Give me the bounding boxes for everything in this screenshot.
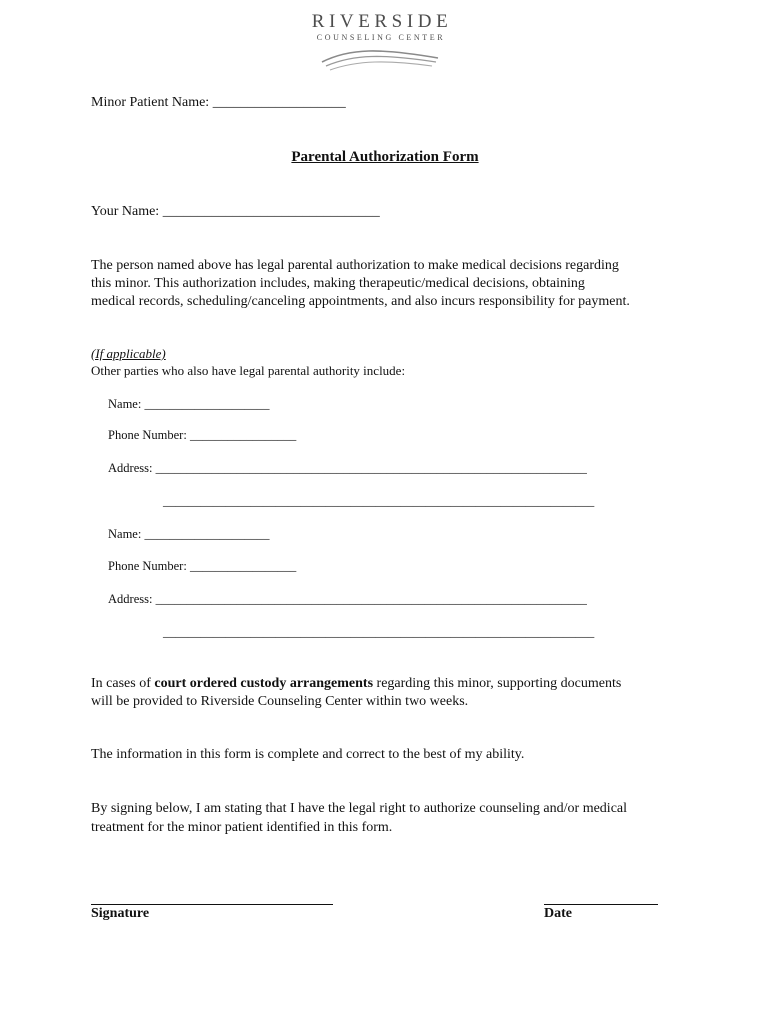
if-applicable-note: (If applicable) bbox=[91, 346, 166, 361]
party-name-label: Name: bbox=[108, 397, 145, 411]
riverside-logo bbox=[280, 12, 480, 64]
your-name-field[interactable] bbox=[91, 203, 380, 221]
custody-bold: court ordered custody arrangements bbox=[154, 676, 374, 691]
signing-line-1: By signing below, I am stating that I have the legal right to authorize counseling and/or medical bbox=[91, 801, 628, 816]
party-2-address-field[interactable] bbox=[108, 591, 587, 607]
custody-line-1 bbox=[91, 675, 621, 693]
party-name-blank[interactable]: ____________________ bbox=[144, 527, 270, 541]
logo-sub-text: COUNSELING CENTER bbox=[316, 33, 446, 42]
party-phone-blank[interactable]: _________________ bbox=[189, 428, 297, 442]
signing-line-2: treatment for the minor patient identified in this form. bbox=[91, 820, 393, 835]
custody-line-2: will be provided to Riverside Counseling Center within two weeks. bbox=[91, 694, 469, 709]
party-phone-blank[interactable]: _________________ bbox=[189, 559, 297, 573]
date-label: Date bbox=[544, 906, 572, 921]
logo-wave-icon bbox=[320, 44, 440, 74]
party-2-name-field[interactable] bbox=[108, 526, 269, 542]
party-address-label: Address: bbox=[108, 592, 156, 606]
signature-label: Signature bbox=[91, 906, 150, 921]
party-2-address-line-2[interactable]: _____________________________________________________________________ bbox=[163, 625, 595, 639]
party-1-address-field[interactable] bbox=[108, 460, 587, 476]
your-name-blank[interactable]: _______________________________ bbox=[162, 204, 380, 219]
party-name-blank[interactable]: ____________________ bbox=[144, 397, 270, 411]
party-address-blank-1[interactable]: _____________________________________________________________________ bbox=[155, 592, 587, 606]
party-phone-label: Phone Number: bbox=[108, 428, 190, 442]
authorization-line-1: The person named above has legal parental authorization to make medical decisions regarding bbox=[91, 258, 619, 273]
logo-main-text: RIVERSIDE bbox=[311, 11, 453, 32]
minor-patient-name-blank[interactable]: ___________________ bbox=[212, 95, 346, 110]
custody-post: regarding this minor, supporting documents bbox=[373, 676, 622, 691]
minor-patient-name-label: Minor Patient Name: bbox=[91, 95, 213, 110]
minor-patient-name-field[interactable] bbox=[91, 94, 346, 112]
authorization-line-2: this minor. This authorization includes, making therapeutic/medical decisions, obtaining bbox=[91, 276, 585, 291]
your-name-label: Your Name: bbox=[91, 204, 163, 219]
party-name-label: Name: bbox=[108, 527, 145, 541]
party-address-label: Address: bbox=[108, 461, 156, 475]
authorization-line-3: medical records, scheduling/canceling appointments, and also incurs responsibility for payment. bbox=[91, 294, 630, 309]
custody-pre: In cases of bbox=[91, 676, 155, 691]
form-title: Parental Authorization Form bbox=[291, 149, 479, 165]
party-1-address-line-2[interactable]: _____________________________________________________________________ bbox=[163, 494, 595, 508]
date-line[interactable] bbox=[544, 904, 658, 905]
party-1-name-field[interactable] bbox=[108, 396, 269, 412]
party-2-phone-field[interactable] bbox=[108, 558, 296, 574]
signature-line[interactable] bbox=[91, 904, 333, 905]
party-1-phone-field[interactable] bbox=[108, 427, 296, 443]
party-phone-label: Phone Number: bbox=[108, 559, 190, 573]
other-parties-intro: Other parties who also have legal parental authority include: bbox=[91, 363, 406, 378]
info-statement: The information in this form is complete and correct to the best of my ability. bbox=[91, 747, 525, 762]
party-address-blank-1[interactable]: _____________________________________________________________________ bbox=[155, 461, 587, 475]
